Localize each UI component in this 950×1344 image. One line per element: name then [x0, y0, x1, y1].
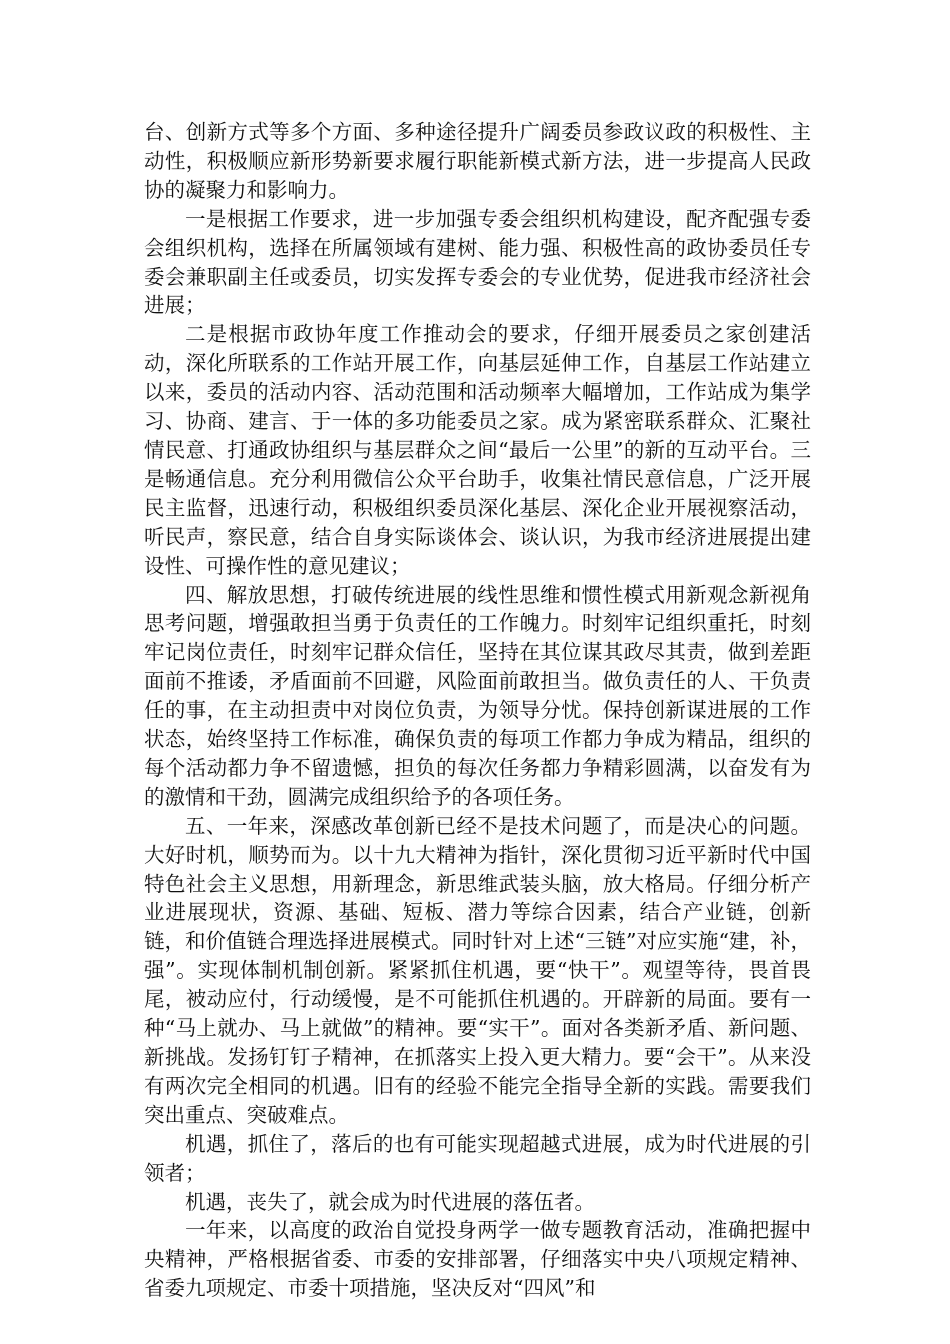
paragraph-continuation: 台、创新方式等多个方面、多种途径提升广阔委员参政议政的积极性、主动性，积极顺应新形势新要求履行职能新模式新方法，进一步提高人民政协的凝聚力和影响力。: [144, 120, 811, 202]
paragraph-item-two: 二是根据市政协年度工作推动会的要求，仔细开展委员之家创建活动，深化所联系的工作站开展工作，向基层延伸工作，自基层工作站建立以来，委员的活动内容、活动范围和活动频率大幅增加，工作站成为集学习、协商、建言、于一体的多功能委员之家。成为紧密联系群众、汇聚社情民意、打通政协组织与基层群众之间“最后一公里”的新的互动平台。三是畅通信息。充分利用微信公众平台助手，收集社情民意信息，广泛开展民主监督，迅速行动，积极组织委员深化基层、深化企业开展视察活动，听民声，察民意，结合自身实际谈体会、谈认识，为我市经济进展提出建设性、可操作性的意见建议；: [144, 322, 811, 578]
paragraph-year-review: 一年来，以高度的政治自觉投身两学一做专题教育活动，准确把握中央精神，严格根据省委、市委的安排部署，仔细落实中央八项规定精神、省委九项规定、市委十项措施，坚决反对“四风”和: [144, 1218, 811, 1301]
paragraph-opportunity-seized: 机遇，抓住了，落后的也有可能实现超越式进展，成为时代进展的引领者；: [144, 1131, 811, 1185]
paragraph-opportunity-lost: 机遇，丧失了，就会成为时代进展的落伍者。: [185, 1189, 595, 1214]
document-body: [144, 118, 811, 1303]
paragraph-section-four: 四、解放思想，打破传统进展的线性思维和惯性模式用新观念新视角思考问题，增强敢担当勇于负责任的工作魄力。时刻牢记组织重托，时刻牢记岗位责任，时刻牢记群众信任，坚持在其位谋其政尽其责，做到差距面前不推诿，矛盾面前不回避，风险面前敢担当。做负责任的人、干负责任的事，在主动担责中对岗位负责，为领导分忧。保持创新谋进展的工作状态，始终坚持工作标准，确保负责的每项工作都力争成为精品，组织的每个活动都力争不留遗憾，担负的每次任务都力争精彩圆满，以奋发有为的激情和干劲，圆满完成组织给予的各项任务。: [144, 582, 811, 809]
paragraph-item-one: 一是根据工作要求，进一步加强专委会组织机构建设，配齐配强专委会组织机构，选择在所属领域有建树、能力强、积极性高的政协委员任专委会兼职副主任或委员，切实发挥专委会的专业优势，促进我市经济社会进展；: [144, 206, 811, 318]
paragraph-section-five: 五、一年来，深感改革创新已经不是技术问题了，而是决心的问题。大好时机，顺势而为。以十九大精神为指针，深化贯彻习近平新时代中国特色社会主义思想，用新理念，新思维武装头脑，放大格局。仔细分析产业进展现状，资源、基础、短板、潜力等综合因素，结合产业链，创新链，和价值链合理选择进展模式。同时针对上述“三链”对应实施“建，补，强”。实现体制机制创新。紧紧抓住机遇，要“快干”。观望等待，畏首畏尾，被动应付，行动缓慢，是不可能抓住机遇的。开辟新的局面。要有一种“马上就办、马上就做”的精神。要“实干”。面对各类新矛盾、新问题、新挑战。发扬钉钉子精神，在抓落实上投入更大精力。要“会干”。从来没有两次完全相同的机遇。旧有的经验不能完全指导全新的实践。需要我们突出重点、突破难点。: [144, 813, 811, 1127]
